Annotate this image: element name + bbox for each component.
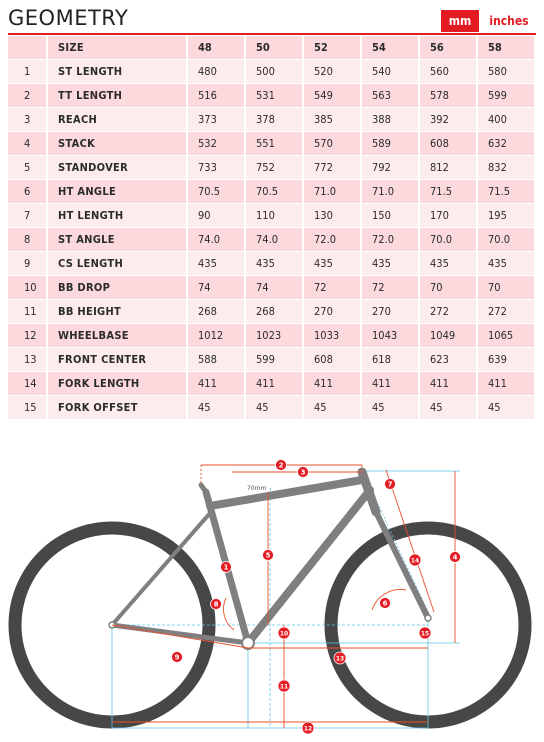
measurement-value: 268	[246, 300, 304, 324]
dimension-badge	[172, 652, 183, 663]
badge-label: 6	[382, 599, 388, 608]
measurement-value: 1065	[478, 324, 536, 348]
measurement-name: BB HEIGHT	[48, 300, 188, 324]
table-row	[8, 372, 536, 396]
measurement-value: 45	[246, 396, 304, 420]
table-row	[8, 204, 536, 228]
dimension-badge	[263, 550, 274, 561]
measurement-value: 549	[304, 84, 362, 108]
row-number: 7	[8, 204, 48, 228]
row-number: 9	[8, 252, 48, 276]
measurement-value: 411	[188, 372, 246, 396]
size-cell: 56	[420, 36, 478, 60]
measurement-value: 599	[246, 348, 304, 372]
table-row	[8, 156, 536, 180]
measurement-value: 74.0	[246, 228, 304, 252]
measurement-name: FRONT CENTER	[48, 348, 188, 372]
measurement-value: 70.0	[478, 228, 536, 252]
measurement-value: 1043	[362, 324, 420, 348]
top-tube	[210, 480, 362, 506]
measurement-name: WHEELBASE	[48, 324, 188, 348]
measurement-value: 570	[304, 132, 362, 156]
badge-label: 2	[278, 461, 284, 470]
measurement-value: 400	[478, 108, 536, 132]
row-number: 13	[8, 348, 48, 372]
dimension-badge	[302, 722, 314, 734]
table-row	[8, 180, 536, 204]
measurement-value: 272	[478, 300, 536, 324]
row-number: 2	[8, 84, 48, 108]
measurement-value: 540	[362, 60, 420, 84]
measurement-value: 516	[188, 84, 246, 108]
measurement-value: 70.5	[188, 180, 246, 204]
size-cell: 50	[246, 36, 304, 60]
table-row	[8, 252, 536, 276]
badge-label: 10	[279, 630, 289, 638]
measurement-value: 70	[478, 276, 536, 300]
measurement-value: 411	[478, 372, 536, 396]
header-divider	[8, 33, 536, 35]
measurement-name: FORK LENGTH	[48, 372, 188, 396]
badge-label: 11	[279, 683, 289, 691]
row-number: 14	[8, 372, 48, 396]
measurement-value: 70.5	[246, 180, 304, 204]
measurement-value: 772	[304, 156, 362, 180]
unit-inches-button[interactable]: inches	[489, 14, 529, 28]
measurement-value: 1023	[246, 324, 304, 348]
measurement-value: 588	[188, 348, 246, 372]
row-number: 10	[8, 276, 48, 300]
measurement-value: 1049	[420, 324, 478, 348]
measurement-value: 551	[246, 132, 304, 156]
row-number: 4	[8, 132, 48, 156]
size-header-cell: SIZE	[48, 36, 188, 60]
row-number: 5	[8, 156, 48, 180]
measurement-value: 72	[304, 276, 362, 300]
measurement-name: REACH	[48, 108, 188, 132]
measurement-name: HT LENGTH	[48, 204, 188, 228]
measurement-value: 618	[362, 348, 420, 372]
measurement-value: 531	[246, 84, 304, 108]
measurement-value: 72	[362, 276, 420, 300]
measurement-name: HT ANGLE	[48, 180, 188, 204]
measurement-value: 435	[362, 252, 420, 276]
measurement-value: 195	[478, 204, 536, 228]
measurement-value: 480	[188, 60, 246, 84]
row-number: 3	[8, 108, 48, 132]
table-row	[8, 108, 536, 132]
dimension-badge	[334, 652, 346, 664]
measurement-value: 411	[246, 372, 304, 396]
badge-label: 14	[410, 557, 420, 565]
measurement-name: STANDOVER	[48, 156, 188, 180]
measurement-value: 170	[420, 204, 478, 228]
measurement-value: 632	[478, 132, 536, 156]
measurement-name: BB DROP	[48, 276, 188, 300]
measurement-value: 45	[304, 396, 362, 420]
badge-label: 3	[300, 468, 306, 477]
measurement-value: 1012	[188, 324, 246, 348]
page-title: GEOMETRY	[8, 6, 129, 30]
measurement-value: 45	[420, 396, 478, 420]
table-row	[8, 60, 536, 84]
measurement-value: 411	[304, 372, 362, 396]
measurement-value: 70	[420, 276, 478, 300]
measurement-name: FORK OFFSET	[48, 396, 188, 420]
measurement-value: 74	[188, 276, 246, 300]
row-number: 1	[8, 60, 48, 84]
measurement-value: 563	[362, 84, 420, 108]
unit-mm-button[interactable]: mm	[441, 10, 479, 32]
bike-geometry-diagram	[0, 445, 544, 742]
row-number: 12	[8, 324, 48, 348]
table-row	[8, 132, 536, 156]
measurement-value: 272	[420, 300, 478, 324]
measurement-value: 71.0	[304, 180, 362, 204]
measurement-value: 373	[188, 108, 246, 132]
measurement-value: 90	[188, 204, 246, 228]
badge-label: 9	[174, 653, 180, 662]
measurement-value: 500	[246, 60, 304, 84]
measurement-value: 270	[362, 300, 420, 324]
badge-label: 4	[452, 553, 458, 562]
measurement-value: 71.5	[478, 180, 536, 204]
measurement-value: 589	[362, 132, 420, 156]
measurement-value: 608	[304, 348, 362, 372]
dimension-badge	[450, 552, 461, 563]
badge-label: 13	[335, 655, 345, 663]
dimension-badge	[276, 460, 287, 471]
measurement-value: 639	[478, 348, 536, 372]
measurement-value: 812	[420, 156, 478, 180]
measurement-value: 560	[420, 60, 478, 84]
measurement-value: 45	[188, 396, 246, 420]
measurement-value: 832	[478, 156, 536, 180]
dimension-badge	[409, 554, 421, 566]
size-cell: 48	[188, 36, 246, 60]
badge-label: 5	[265, 551, 271, 560]
badge-label: 1	[223, 563, 229, 572]
measurement-value: 411	[362, 372, 420, 396]
measurement-value: 520	[304, 60, 362, 84]
table-row	[8, 324, 536, 348]
measurement-value: 71.5	[420, 180, 478, 204]
measurement-value: 599	[478, 84, 536, 108]
size-cell: 52	[304, 36, 362, 60]
badge-label: 8	[213, 600, 219, 609]
measurement-value: 45	[362, 396, 420, 420]
measurement-value: 378	[246, 108, 304, 132]
measurement-name: TT LENGTH	[48, 84, 188, 108]
measurement-value: 608	[420, 132, 478, 156]
front-hub	[425, 615, 431, 621]
measurement-value: 435	[304, 252, 362, 276]
table-row	[8, 228, 536, 252]
measurement-value: 70.0	[420, 228, 478, 252]
measurement-value: 268	[188, 300, 246, 324]
measurement-value: 71.0	[362, 180, 420, 204]
measurement-value: 110	[246, 204, 304, 228]
row-number: 15	[8, 396, 48, 420]
geometry-table	[8, 36, 536, 420]
table-header-row	[8, 36, 536, 60]
table-row	[8, 300, 536, 324]
measurement-value: 580	[478, 60, 536, 84]
measurement-value: 623	[420, 348, 478, 372]
dimension-badge	[419, 627, 431, 639]
measurement-value: 72.0	[362, 228, 420, 252]
mm-70-label: 70mm	[247, 485, 267, 492]
badge-label: 7	[387, 480, 393, 489]
row-number: 6	[8, 180, 48, 204]
measurement-value: 435	[246, 252, 304, 276]
row-number: 8	[8, 228, 48, 252]
measurement-value: 392	[420, 108, 478, 132]
measurement-name: ST LENGTH	[48, 60, 188, 84]
measurement-value: 532	[188, 132, 246, 156]
index-header-cell	[8, 36, 48, 60]
table-row	[8, 396, 536, 420]
measurement-value: 1033	[304, 324, 362, 348]
measurement-value: 388	[362, 108, 420, 132]
dimension-badge	[211, 599, 222, 610]
badge-label: 12	[303, 725, 313, 733]
measurement-name: ST ANGLE	[48, 228, 188, 252]
measurement-value: 752	[246, 156, 304, 180]
dimension-badge	[298, 467, 309, 478]
measurement-value: 435	[420, 252, 478, 276]
measurement-value: 578	[420, 84, 478, 108]
measurement-value: 385	[304, 108, 362, 132]
measurement-value: 45	[478, 396, 536, 420]
size-cell: 58	[478, 36, 536, 60]
table-row	[8, 84, 536, 108]
measurement-value: 74.0	[188, 228, 246, 252]
chain-stay	[112, 625, 248, 643]
dimension-badge	[278, 680, 290, 692]
badge-label: 15	[420, 630, 430, 638]
size-cell: 54	[362, 36, 420, 60]
measurement-value: 150	[362, 204, 420, 228]
table-row	[8, 348, 536, 372]
measurement-value: 435	[478, 252, 536, 276]
seat-post	[201, 485, 206, 492]
measurement-value: 130	[304, 204, 362, 228]
dimension-badge	[380, 598, 391, 609]
row-number: 11	[8, 300, 48, 324]
dimension-badge	[221, 562, 232, 573]
measurement-value: 411	[420, 372, 478, 396]
measurement-value: 74	[246, 276, 304, 300]
measurement-name: CS LENGTH	[48, 252, 188, 276]
geometry-header	[0, 0, 544, 34]
table-row	[8, 276, 536, 300]
measurement-name: STACK	[48, 132, 188, 156]
measurement-value: 792	[362, 156, 420, 180]
measurement-value: 270	[304, 300, 362, 324]
measurement-value: 435	[188, 252, 246, 276]
measurement-value: 72.0	[304, 228, 362, 252]
measurement-value: 733	[188, 156, 246, 180]
dimension-badge	[278, 627, 290, 639]
dimension-badge	[385, 479, 396, 490]
